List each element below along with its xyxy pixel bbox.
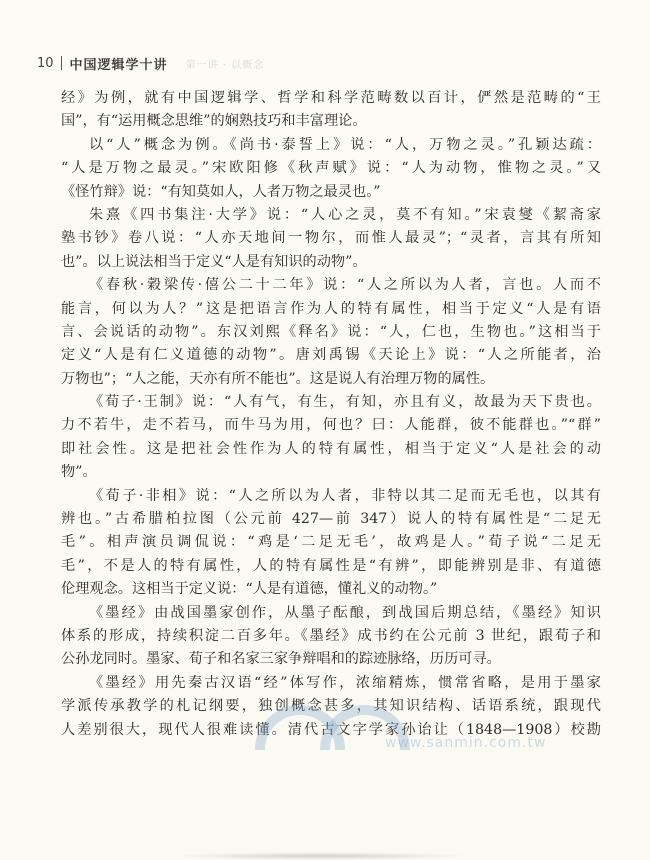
text-line: 也”。以上说法相当于定义“人是有知识的动物”。: [61, 253, 367, 270]
text-line: 力不若牛，走不若马，而牛马为用，何也？曰：人能群，彼不能群也。”“群”: [61, 417, 601, 434]
text-line: 言、会说话的动物”。东汉刘熙《释名》说：“人，仁也，生物也。”这相当于: [61, 323, 601, 340]
text-line: 即社会性。这是把社会性作为人的特有属性，相当于定义“人是社会的动: [61, 440, 601, 457]
text-line: 以“人”概念为例。《尚书·泰誓上》说：“人，万物之灵。”孔颖达疏：: [89, 136, 601, 153]
page-shadow: [170, 852, 470, 860]
text-line: 《荀子·非相》说：“人之所以为人者，非特以其二足而无毛也，以其有: [89, 487, 601, 504]
text-line: 塾书钞》卷八说：“人亦天地间一物尔，而惟人最灵”；“灵者，言其有所知: [61, 230, 601, 247]
watermark-url: www.sanmin.com.tw: [385, 735, 547, 751]
text-line: 朱熹《四书集注·大学》说：“人心之灵，莫不有知。”宋袁燮《絜斋家: [89, 206, 601, 223]
text-line: 定义“人是有仁义道德的动物”。唐刘禹锡《天论上》说：“人之所能者，治: [61, 347, 601, 364]
text-line: 毛”，不是人的特有属性，人的特有属性是“有辨”，即能辨别是非、有道德: [61, 557, 601, 574]
bleed-through-text: 第一讲 · 以概念: [185, 59, 265, 71]
text-line: 伦理观念。这相当于定义说：“人是有道德，懂礼义的动物。”: [61, 581, 438, 598]
text-line: 《怪竹辩》说：“有知莫如人，人者万物之最灵也。”: [61, 183, 381, 200]
text-line: 《荀子·王制》说：“人有气，有生，有知，亦且有义，故最为天下贵也。: [89, 394, 601, 411]
text-line: 公孙龙同时。墨家、荀子和名家三家争辩唱和的踪迹脉络，历历可寻。: [61, 651, 501, 668]
running-header: [37, 53, 264, 73]
text-line: 能言，何以为人？”这是把语言作为人的特有属性，相当于定义“人是有语: [61, 300, 601, 317]
text-line: 《春秋·穀梁传·僖公二十二年》说：“人之所以为人者，言也。人而不: [89, 277, 601, 294]
page-number: 10: [37, 55, 54, 71]
text-line: 万物也”；“人之能，天亦有所不能也”。这是说人有治理万物的属性。: [61, 370, 495, 387]
text-line: 辨也。”古希腊柏拉图（公元前 427—前 347）说人的特有属性是“二足无: [61, 511, 601, 528]
text-line: 物”。: [61, 464, 97, 481]
text-line: 体系的形成，持续积淀二百多年。《墨经》成书约在公元前 3 世纪，跟荀子和: [61, 627, 601, 644]
book-title: 中国逻辑学十讲: [69, 57, 168, 73]
body-text: [61, 87, 601, 742]
text-line: 《墨经》用先秦古汉语“经”体写作，浓缩精炼，惯常省略，是用于墨家: [89, 674, 601, 691]
text-line: 毛”。相声演员调侃说：“鸡是‘二足无毛’，故鸡是人。”荀子说“二足无: [61, 534, 601, 551]
text-line: 经》为例，就有中国逻辑学、哲学和科学范畴数以百计，俨然是范畴的“王: [61, 90, 601, 106]
text-line: 国”，有“运用概念思维”的娴熟技巧和丰富理论。: [61, 113, 367, 130]
text-line: 《墨经》由战国墨家创作，从墨子酝酿，到战国后期总结，《墨经》知识: [89, 604, 601, 621]
text-line: “人是万物之最灵。”宋欧阳修《秋声赋》说：“人为动物，惟物之灵。”又: [61, 160, 601, 177]
text-line: 学派传承教学的札记纲要，独创概念甚多，其知识结构、话语系统，跟现代: [61, 698, 601, 715]
text-line: 人差别很大，现代人很难读懂。清代古文字学家孙诒让（1848—1908）校勘: [61, 721, 601, 738]
header-divider: [61, 56, 62, 70]
